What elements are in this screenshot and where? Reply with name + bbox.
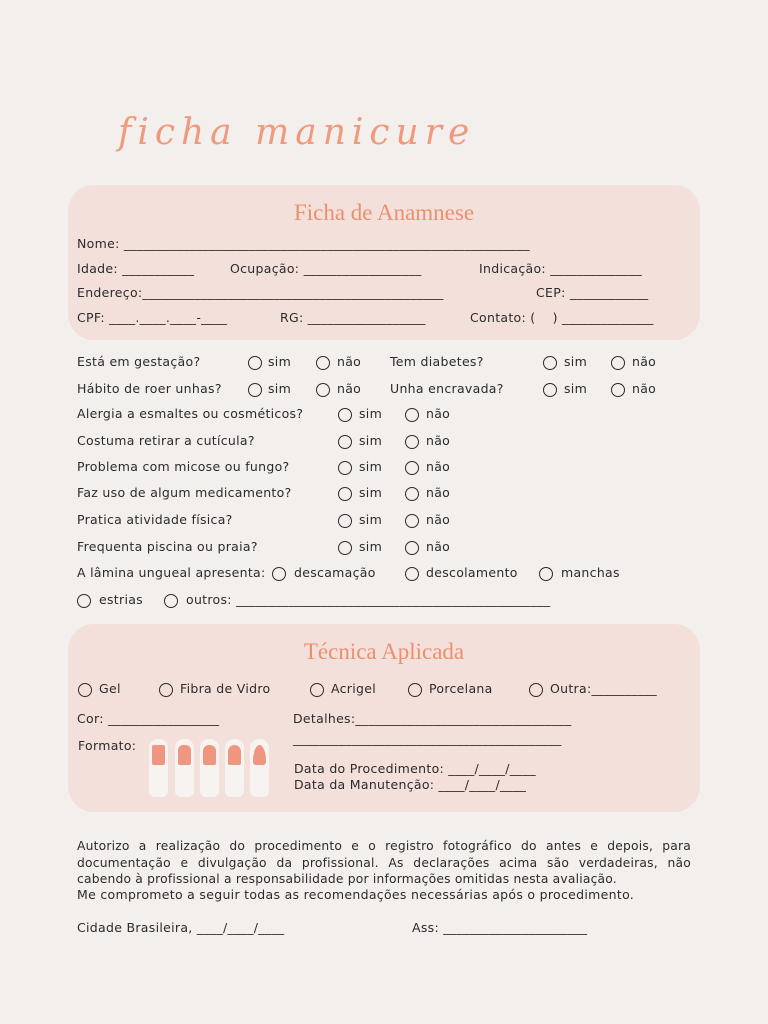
radio-outra[interactable]: [529, 683, 543, 697]
question-diabetes: Tem diabetes?: [390, 354, 484, 369]
indicacao-field[interactable]: Indicação: ______________: [479, 261, 642, 276]
question-medicamento: Faz uso de algum medicamento?: [77, 485, 292, 500]
radio-medicamento-sim[interactable]: [338, 487, 352, 501]
radio-roer-nao[interactable]: [316, 383, 330, 397]
idade-field[interactable]: Idade: ___________: [77, 261, 195, 276]
radio-alergia-nao[interactable]: [405, 408, 419, 422]
label-sim: sim: [268, 381, 292, 396]
radio-outros[interactable]: [164, 594, 178, 608]
contato-field[interactable]: Contato: ( ) ______________: [470, 310, 654, 325]
label-sim: sim: [359, 485, 383, 500]
cor-field[interactable]: Cor: _________________: [77, 711, 220, 726]
radio-manchas[interactable]: [539, 567, 553, 581]
label-gel: Gel: [99, 681, 121, 696]
question-micose: Problema com micose ou fungo?: [77, 459, 290, 474]
signature-field[interactable]: Ass: ______________________: [412, 920, 588, 935]
radio-diabetes-nao[interactable]: [611, 356, 625, 370]
cpf-field[interactable]: CPF: ____.____.____-____: [77, 310, 228, 325]
radio-roer-sim[interactable]: [248, 383, 262, 397]
nail-squoval-shape[interactable]: [175, 739, 194, 797]
label-sim: sim: [268, 354, 292, 369]
ocupacao-field[interactable]: Ocupação: __________________: [230, 261, 422, 276]
tecnica-title: Técnica Aplicada: [303, 639, 465, 664]
label-nao: não: [632, 354, 657, 369]
question-atividade: Pratica atividade física?: [77, 512, 233, 527]
radio-fibra[interactable]: [159, 683, 173, 697]
detalhes-field[interactable]: Detalhes:_________________________________: [293, 711, 572, 726]
label-nao: não: [337, 381, 362, 396]
radio-gestacao-nao[interactable]: [316, 356, 330, 370]
cep-field[interactable]: CEP: ____________: [536, 285, 649, 300]
nail-stiletto-shape[interactable]: [250, 739, 269, 797]
radio-descamacao[interactable]: [272, 567, 286, 581]
label-nao: não: [426, 485, 451, 500]
outra-field[interactable]: Outra:__________: [550, 681, 657, 696]
outros-field[interactable]: outros: ________________________________________________: [186, 592, 551, 607]
label-estrias: estrias: [99, 592, 143, 607]
question-piscina: Frequenta piscina ou praia?: [77, 539, 258, 554]
radio-piscina-sim[interactable]: [338, 541, 352, 555]
label-sim: sim: [564, 381, 588, 396]
label-nao: não: [426, 433, 451, 448]
label-sim: sim: [359, 512, 383, 527]
data-manutencao-field[interactable]: Data da Manutenção: ____/____/____: [294, 777, 527, 792]
radio-alergia-sim[interactable]: [338, 408, 352, 422]
label-sim: sim: [359, 539, 383, 554]
data-procedimento-field[interactable]: Data do Procedimento: ____/____/____: [294, 761, 536, 776]
label-fibra: Fibra de Vidro: [180, 681, 271, 696]
radio-diabetes-sim[interactable]: [543, 356, 557, 370]
radio-estrias[interactable]: [77, 594, 91, 608]
rg-field[interactable]: RG: __________________: [280, 310, 426, 325]
radio-cuticula-nao[interactable]: [405, 435, 419, 449]
radio-acrigel[interactable]: [310, 683, 324, 697]
question-lamina: A lâmina ungueal apresenta:: [77, 565, 266, 580]
question-encravada: Unha encravada?: [390, 381, 504, 396]
radio-micose-sim[interactable]: [338, 461, 352, 475]
nail-square-shape[interactable]: [149, 739, 168, 797]
label-nao: não: [426, 512, 451, 527]
radio-encravada-nao[interactable]: [611, 383, 625, 397]
radio-porcelana[interactable]: [408, 683, 422, 697]
nail-round-shape[interactable]: [200, 739, 219, 797]
radio-gel[interactable]: [78, 683, 92, 697]
radio-encravada-sim[interactable]: [543, 383, 557, 397]
label-nao: não: [632, 381, 657, 396]
nail-almond-shape[interactable]: [225, 739, 244, 797]
radio-piscina-nao[interactable]: [405, 541, 419, 555]
label-sim: sim: [359, 406, 383, 421]
consent-text: Autorizo a realização do procedimento e o registro fotográfico do antes e depois, para documentação e divulgação da profissional. As declarações acima são verdadeiras, não cabendo à profissional a responsabilidade por informações omitidas nesta avaliação.: [77, 839, 691, 886]
anamnese-title: Ficha de Anamnese: [293, 200, 475, 225]
anamnese-panel: [68, 185, 700, 340]
radio-atividade-sim[interactable]: [338, 514, 352, 528]
label-acrigel: Acrigel: [331, 681, 377, 696]
script-title: ficha manicure: [118, 112, 476, 153]
endereco-field[interactable]: Endereço:______________________________________________: [77, 285, 444, 300]
detalhes-field-line2[interactable]: _________________________________________: [293, 731, 562, 746]
radio-cuticula-sim[interactable]: [338, 435, 352, 449]
radio-micose-nao[interactable]: [405, 461, 419, 475]
question-alergia: Alergia a esmaltes ou cosméticos?: [77, 406, 304, 421]
radio-gestacao-sim[interactable]: [248, 356, 262, 370]
label-manchas: manchas: [561, 565, 620, 580]
radio-descolamento[interactable]: [405, 567, 419, 581]
label-nao: não: [426, 459, 451, 474]
label-nao: não: [426, 539, 451, 554]
formato-label: Formato:: [78, 738, 137, 753]
label-sim: sim: [359, 433, 383, 448]
label-nao: não: [426, 406, 451, 421]
label-descamacao: descamação: [294, 565, 376, 580]
label-descolamento: descolamento: [426, 565, 518, 580]
question-roer: Hábito de roer unhas?: [77, 381, 222, 396]
nome-field[interactable]: Nome: ______________________________________________________________: [77, 236, 530, 251]
label-sim: sim: [359, 459, 383, 474]
commitment-text: Me comprometo a seguir todas as recomendações necessárias após o procedimento.: [77, 887, 635, 902]
label-nao: não: [337, 354, 362, 369]
tecnica-panel: [68, 624, 700, 812]
radio-medicamento-nao[interactable]: [405, 487, 419, 501]
question-cuticula: Costuma retirar a cutícula?: [77, 433, 255, 448]
question-gestacao: Está em gestação?: [77, 354, 201, 369]
city-date-field[interactable]: Cidade Brasileira, ____/____/____: [77, 920, 285, 935]
radio-atividade-nao[interactable]: [405, 514, 419, 528]
label-porcelana: Porcelana: [429, 681, 493, 696]
label-sim: sim: [564, 354, 588, 369]
